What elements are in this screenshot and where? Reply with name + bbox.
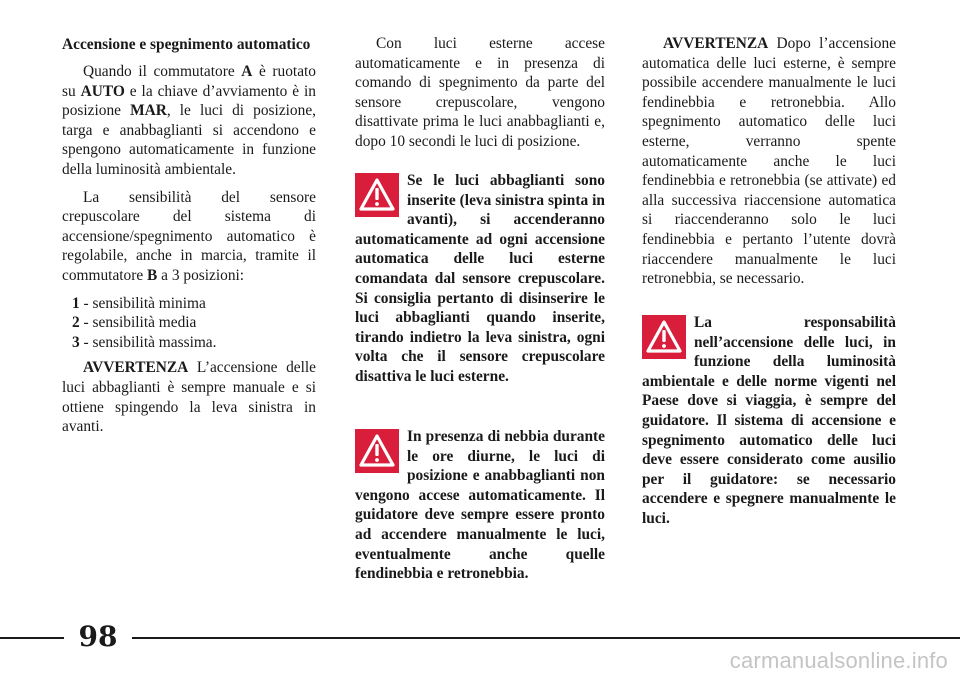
warning-label: AVVERTENZA [83,359,189,377]
switch-a-label: A [241,63,253,80]
right-warning-note: AVVERTENZA Dopo l’accensione automatica delle luci esterne, è sempre possibile accendere manualmente le luci fendinebbia e retronebbia. Allo spegnimento automatico delle luci esterne, verranno spente automaticamente anche le luci fendinebbia e retronebbia (se attivate) ed alla successiva riaccensione automatica si riaccenderanno solo le luci fendinebbia e pertanto l’utente dovrà riaccendere manualmente le luci retronebbia, se necessario. [642,35,896,288]
intro-paragraph: Quando il commutatore A è ruotato su AUTO e la chiave d’avviamento è in posizione MAR, le luci di posizione, targa e anabbaglianti si accendono e spengono automaticamente in funzione della luminosità ambientale. [62,63,316,178]
watermark: carmanualsonline.info [729,648,948,673]
footer-rule-left [0,637,64,639]
switch-b-label: B [147,266,158,284]
warning-triangle-icon [355,429,399,473]
left-column [62,34,316,437]
section-heading: Accensione e spegnimento automatico [62,36,311,53]
warning-box-responsibility: La responsabilità nell’accensione delle luci, in funzione della luminosità ambientale e delle norme vigenti nel Paese dove si viaggia, è sempre del guidatore. Il sistema di accensione e spegnimento automatico delle luci deve essere considerato come ausilio per il guidatore: se necessario accendere e spegnere manualmente le luci. [642,314,896,527]
warning-box-high-beam: Se le luci abbaglianti sono inserite (leva sinistra spinta in avanti), si accenderanno automaticamente ad ogni accensione automatica delle luci esterne comandata dal sensore crepuscolare. Si consiglia pertanto di disinserire le luci abbaglianti quando inserite, tirando indietro la leva sinistra, ogni volta che il sensore crepuscolare disattiva le luci esterne. [355,172,605,385]
warning-label: AVVERTENZA [663,35,769,52]
middle-column [355,34,605,152]
mar-label: MAR [130,102,167,120]
warning-triangle-icon [355,173,399,217]
list-item: 3 - sensibilità massima. [72,333,217,351]
right-column [642,34,896,289]
sensitivity-paragraph: La sensibilità del sensore crepuscolare del sistema di accensione/spegnimento automatico è regolabile, anche in marcia, tramite il commutatore B a 3 posizioni: [62,188,316,284]
warning-note: AVVERTENZA L’accensione delle luci abbaglianti è sempre manuale e si ottiene spingendo la leva sinistra in avanti. [62,359,316,436]
middle-paragraph: Con luci esterne accese automaticamente e in presenza di comando di spegnimento da parte del sensore crepuscolare, vengono disattivate prima le luci anabbaglianti e, dopo 10 secondi le luci di posizione. [355,35,605,150]
footer-rule-right [132,637,960,639]
warning-box-fog: In presenza di nebbia durante le ore diurne, le luci di posizione e anabbaglianti non vengono accese automaticamente. Il guidatore deve sempre essere pronto ad accendere manualmente le luci, eventualmente anche quelle fendinebbia e retronebbia. [355,428,605,583]
list-item: 1 - sensibilità minima [72,294,206,312]
page-number: 98 [78,620,118,653]
auto-label: AUTO [80,82,125,100]
list-item: 2 - sensibilità media [72,314,197,332]
warning-triangle-icon [642,315,686,359]
